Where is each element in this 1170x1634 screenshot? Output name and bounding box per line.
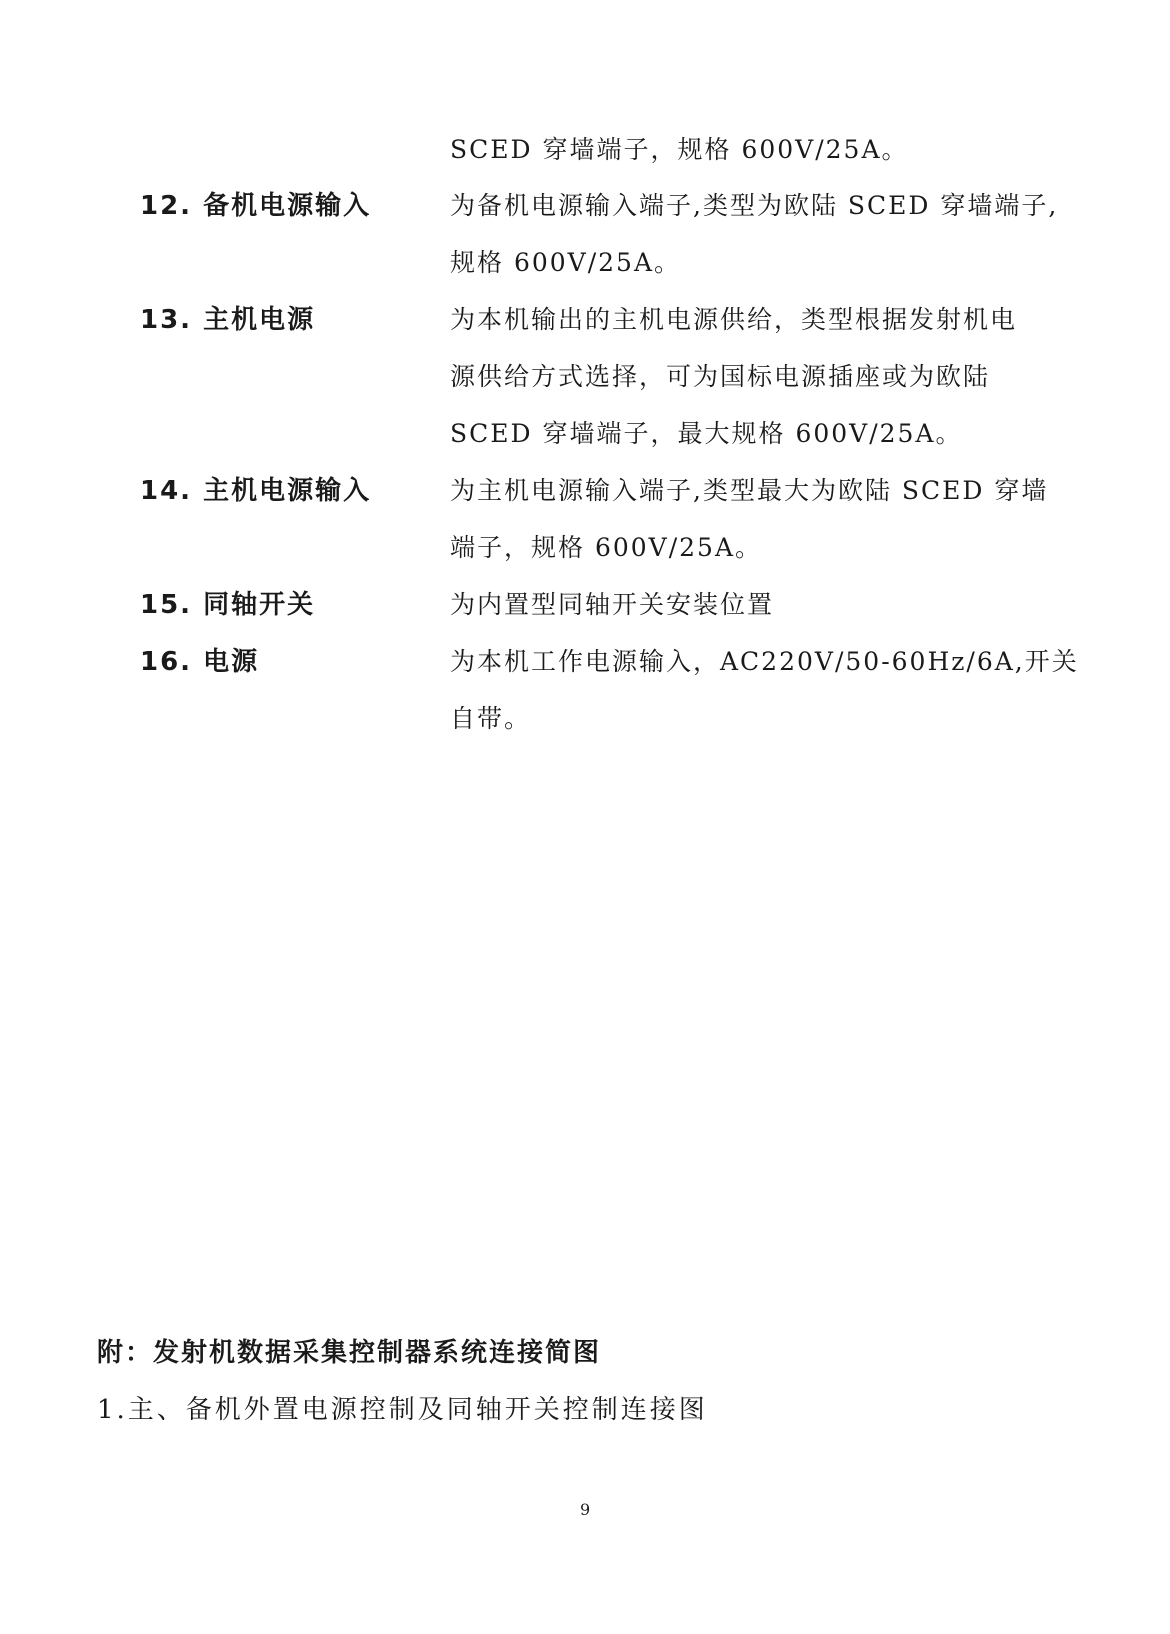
item-13-desc-line-3: SCED 穿墙端子，最大规格 600V/25A。	[450, 419, 963, 448]
item-16-desc-line-1: 为本机工作电源输入，AC220V/50-60Hz/6A,开关	[450, 647, 1079, 676]
item-13-desc-line-1: 为本机输出的主机电源供给，类型根据发射机电	[450, 305, 1018, 334]
page-number: 9	[580, 1500, 591, 1519]
item-12-label: 12. 备机电源输入	[140, 191, 372, 221]
item-15-desc-line-1: 为内置型同轴开关安装位置	[450, 590, 775, 619]
item-14-desc-line-1: 为主机电源输入端子,类型最大为欧陆 SCED 穿墙	[450, 476, 1049, 505]
item-14-desc-line-2: 端子，规格 600V/25A。	[450, 533, 763, 562]
item-12-desc-line-2: 规格 600V/25A。	[450, 248, 682, 277]
item-16-desc-line-2: 自带。	[450, 704, 532, 733]
item-13-desc-line-2: 源供给方式选择，可为国标电源插座或为欧陆	[450, 362, 991, 391]
appendix-title: 附：发射机数据采集控制器系统连接简图	[97, 1338, 602, 1368]
appendix-item-1: 1.主、备机外置电源控制及同轴开关控制连接图	[97, 1395, 708, 1425]
item-11-desc-line-1: SCED 穿墙端子，规格 600V/25A。	[450, 135, 909, 164]
item-13-label: 13. 主机电源	[140, 305, 316, 335]
item-16-label: 16. 电源	[140, 647, 260, 677]
item-14-label: 14. 主机电源输入	[140, 476, 372, 506]
item-15-label: 15. 同轴开关	[140, 590, 316, 620]
item-12-desc-line-1: 为备机电源输入端子,类型为欧陆 SCED 穿墙端子,	[450, 191, 1059, 220]
